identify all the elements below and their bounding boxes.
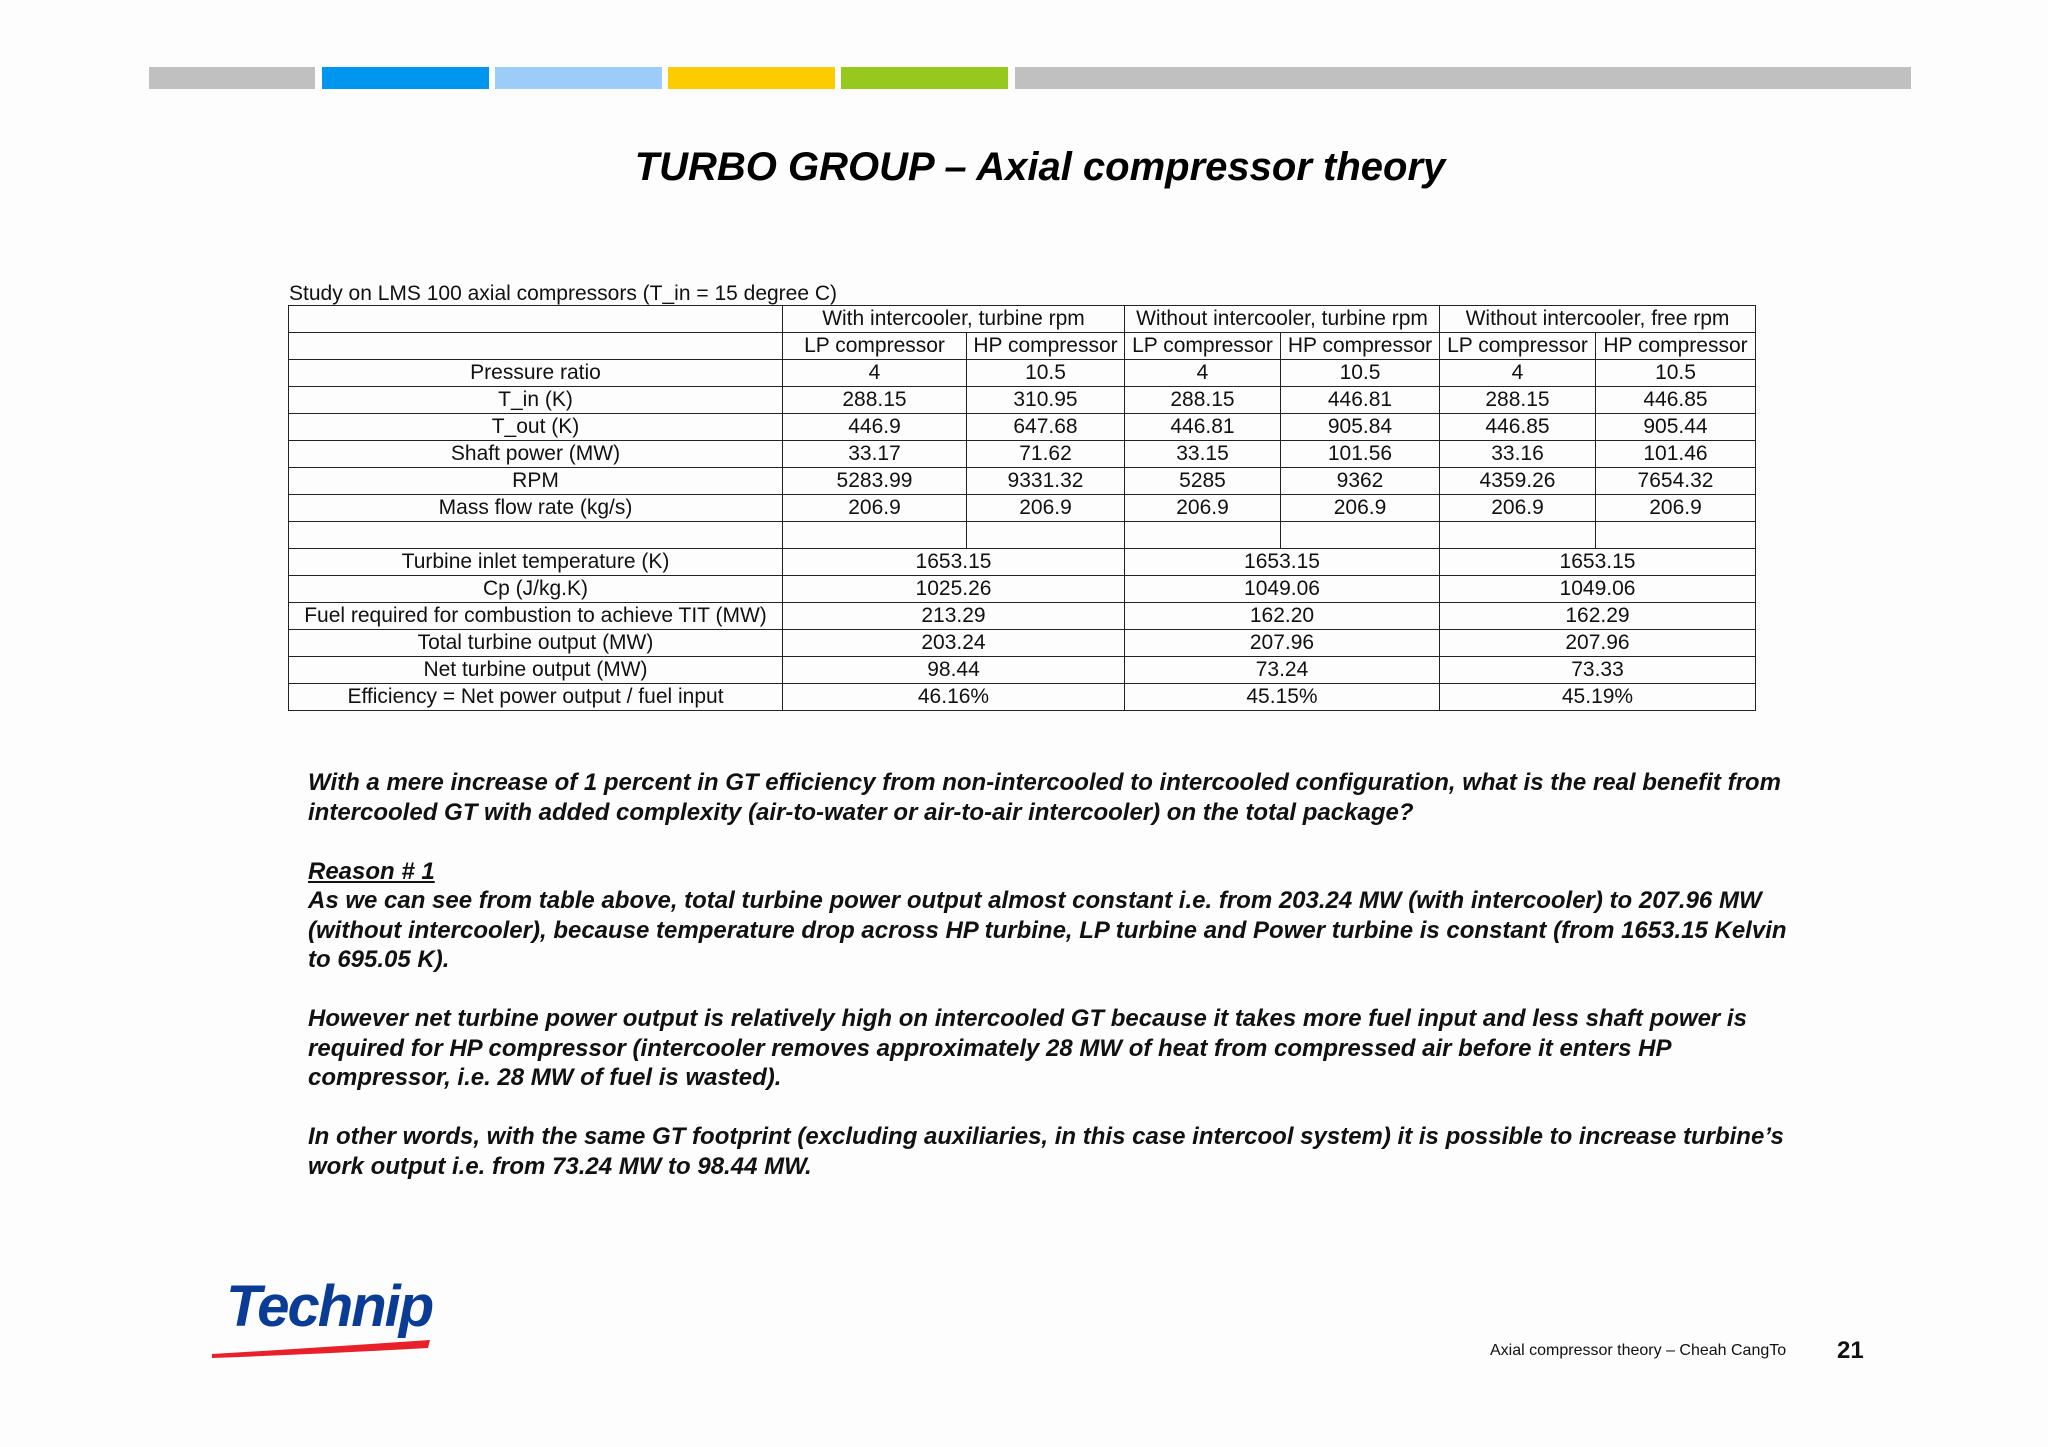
table-subheader: HP compressor bbox=[967, 333, 1125, 360]
table-cell bbox=[967, 522, 1125, 549]
table-cell: 206.9 bbox=[1440, 495, 1596, 522]
table-cell: 1653.15 bbox=[783, 549, 1125, 576]
row-label: Mass flow rate (kg/s) bbox=[289, 495, 783, 522]
header-bar-2 bbox=[322, 67, 489, 89]
table-cell: 1049.06 bbox=[1125, 576, 1440, 603]
table-cell: 446.81 bbox=[1125, 414, 1281, 441]
logo-swoosh bbox=[212, 1340, 430, 1358]
technip-logo bbox=[212, 1280, 442, 1362]
table-cell: 4 bbox=[1440, 360, 1596, 387]
row-label: Pressure ratio bbox=[289, 360, 783, 387]
table-cell: 71.62 bbox=[967, 441, 1125, 468]
row-label: RPM bbox=[289, 468, 783, 495]
table-subheader: HP compressor bbox=[1281, 333, 1440, 360]
table-cell: 162.29 bbox=[1440, 603, 1756, 630]
table-subheader: LP compressor bbox=[783, 333, 967, 360]
table-cell: 101.56 bbox=[1281, 441, 1440, 468]
table-subheader: HP compressor bbox=[1596, 333, 1756, 360]
header-bar-3 bbox=[495, 67, 662, 89]
table-group-header: Without intercooler, free rpm bbox=[1440, 306, 1756, 333]
table-cell: 905.44 bbox=[1596, 414, 1756, 441]
table-cell: 647.68 bbox=[967, 414, 1125, 441]
table-row bbox=[289, 387, 1756, 414]
row-label: Net turbine output (MW) bbox=[289, 657, 783, 684]
page-number: 21 bbox=[1837, 1337, 1864, 1364]
table-cell: 1025.26 bbox=[783, 576, 1125, 603]
table-cell: 446.85 bbox=[1596, 387, 1756, 414]
table-cell: 101.46 bbox=[1596, 441, 1756, 468]
table-cell bbox=[289, 306, 783, 333]
table-row bbox=[289, 360, 1756, 387]
table-cell: 5285 bbox=[1125, 468, 1281, 495]
table-cell: 213.29 bbox=[783, 603, 1125, 630]
footer-text: Axial compressor theory – Cheah CangTo bbox=[1490, 1342, 1787, 1359]
table-summary-row bbox=[289, 576, 1756, 603]
table-cell bbox=[289, 333, 783, 360]
table-summary-row bbox=[289, 630, 1756, 657]
table-cell: 310.95 bbox=[967, 387, 1125, 414]
table-cell: 45.15% bbox=[1125, 684, 1440, 711]
table-cell: 288.15 bbox=[1440, 387, 1596, 414]
header-bar-6 bbox=[1015, 67, 1911, 89]
table-subheader-row bbox=[289, 333, 1756, 360]
table-cell: 203.24 bbox=[783, 630, 1125, 657]
row-label: T_in (K) bbox=[289, 387, 783, 414]
table-cell: 7654.32 bbox=[1596, 468, 1756, 495]
table-cell bbox=[1281, 522, 1440, 549]
table-subheader: LP compressor bbox=[1440, 333, 1596, 360]
table-cell: 206.9 bbox=[1596, 495, 1756, 522]
header-bar-1 bbox=[149, 67, 315, 89]
table-cell: 4 bbox=[1125, 360, 1281, 387]
header-bar-4 bbox=[668, 67, 835, 89]
table-caption: Study on LMS 100 axial compressors (T_in = 15 degree C) bbox=[289, 282, 838, 305]
table-cell: 206.9 bbox=[1281, 495, 1440, 522]
table-cell: 446.85 bbox=[1440, 414, 1596, 441]
question-paragraph: With a mere increase of 1 percent in GT efficiency from non-intercooled to intercooled configuration, what is the real benefit from intercooled GT with added complexity (air-to-water or air-to-air intercooler) on the total package? bbox=[308, 769, 1781, 826]
compressor-table bbox=[288, 305, 1756, 711]
table-group-header-row bbox=[289, 306, 1756, 333]
table-cell: 33.15 bbox=[1125, 441, 1281, 468]
table-cell bbox=[1596, 522, 1756, 549]
table-cell: 10.5 bbox=[1281, 360, 1440, 387]
table-row bbox=[289, 468, 1756, 495]
table-cell: 4359.26 bbox=[1440, 468, 1596, 495]
table-summary-row bbox=[289, 549, 1756, 576]
table-cell bbox=[289, 522, 783, 549]
row-label: Fuel required for combustion to achieve TIT (MW) bbox=[289, 603, 783, 630]
table-cell: 46.16% bbox=[783, 684, 1125, 711]
table-cell: 4 bbox=[783, 360, 967, 387]
table-cell bbox=[1125, 522, 1281, 549]
table-row bbox=[289, 495, 1756, 522]
table-summary-row bbox=[289, 684, 1756, 711]
table-summary-row bbox=[289, 657, 1756, 684]
table-cell: 207.96 bbox=[1125, 630, 1440, 657]
table-cell: 206.9 bbox=[967, 495, 1125, 522]
table-cell bbox=[1440, 522, 1596, 549]
table-summary-row bbox=[289, 603, 1756, 630]
table-cell: 288.15 bbox=[1125, 387, 1281, 414]
table-cell: 9331.32 bbox=[967, 468, 1125, 495]
body-text bbox=[308, 768, 1788, 1211]
table-cell: 5283.99 bbox=[783, 468, 967, 495]
row-label: Efficiency = Net power output / fuel input bbox=[289, 684, 783, 711]
table-cell: 73.33 bbox=[1440, 657, 1756, 684]
table-cell: 1653.15 bbox=[1440, 549, 1756, 576]
row-label: T_out (K) bbox=[289, 414, 783, 441]
table-cell: 33.16 bbox=[1440, 441, 1596, 468]
table-cell: 10.5 bbox=[967, 360, 1125, 387]
table-cell: 905.84 bbox=[1281, 414, 1440, 441]
row-label: Shaft power (MW) bbox=[289, 441, 783, 468]
table-row bbox=[289, 441, 1756, 468]
table-cell: 446.9 bbox=[783, 414, 967, 441]
table-cell: 206.9 bbox=[1125, 495, 1281, 522]
table-group-header: Without intercooler, turbine rpm bbox=[1125, 306, 1440, 333]
page-title: TURBO GROUP – Axial compressor theory bbox=[634, 145, 1446, 189]
reason-paragraph bbox=[308, 857, 1788, 975]
table-cell: 1049.06 bbox=[1440, 576, 1756, 603]
table-cell: 9362 bbox=[1281, 468, 1440, 495]
table-cell bbox=[783, 522, 967, 549]
table-cell: 98.44 bbox=[783, 657, 1125, 684]
table-cell: 446.81 bbox=[1281, 387, 1440, 414]
table-group-header: With intercooler, turbine rpm bbox=[783, 306, 1125, 333]
reason-text: As we can see from table above, total turbine power output almost constant i.e. from 203.24 MW (with intercooler) to 207.96 MW (without intercooler), because temperature drop across HP turbine, LP turbine and Power turbine is constant (from 1653.15 Kelvin to 695.05 K). bbox=[308, 887, 1787, 973]
table-spacer-row bbox=[289, 522, 1756, 549]
table-cell: 206.9 bbox=[783, 495, 967, 522]
row-label: Total turbine output (MW) bbox=[289, 630, 783, 657]
table-subheader: LP compressor bbox=[1125, 333, 1281, 360]
reason-heading: Reason # 1 bbox=[308, 857, 435, 885]
table-cell: 10.5 bbox=[1596, 360, 1756, 387]
table-cell: 1653.15 bbox=[1125, 549, 1440, 576]
row-label: Cp (J/kg.K) bbox=[289, 576, 783, 603]
paragraph-3: In other words, with the same GT footprint (excluding auxiliaries, in this case intercool system) it is possible to increase turbine’s work output i.e. from 73.24 MW to 98.44 MW. bbox=[308, 1123, 1784, 1180]
logo-text: Technip bbox=[226, 1280, 433, 1339]
table-cell: 33.17 bbox=[783, 441, 967, 468]
table-cell: 45.19% bbox=[1440, 684, 1756, 711]
table-cell: 73.24 bbox=[1125, 657, 1440, 684]
header-bar-5 bbox=[841, 67, 1008, 89]
row-label: Turbine inlet temperature (K) bbox=[289, 549, 783, 576]
paragraph-2: However net turbine power output is relatively high on intercooled GT because it takes more fuel input and less shaft power is required for HP compressor (intercooler removes approximately 28 MW of heat from compressed air before it enters HP compressor, i.e. 28 MW of fuel is wasted). bbox=[308, 1005, 1747, 1091]
table-cell: 207.96 bbox=[1440, 630, 1756, 657]
table-cell: 162.20 bbox=[1125, 603, 1440, 630]
table-cell: 288.15 bbox=[783, 387, 967, 414]
table-row bbox=[289, 414, 1756, 441]
